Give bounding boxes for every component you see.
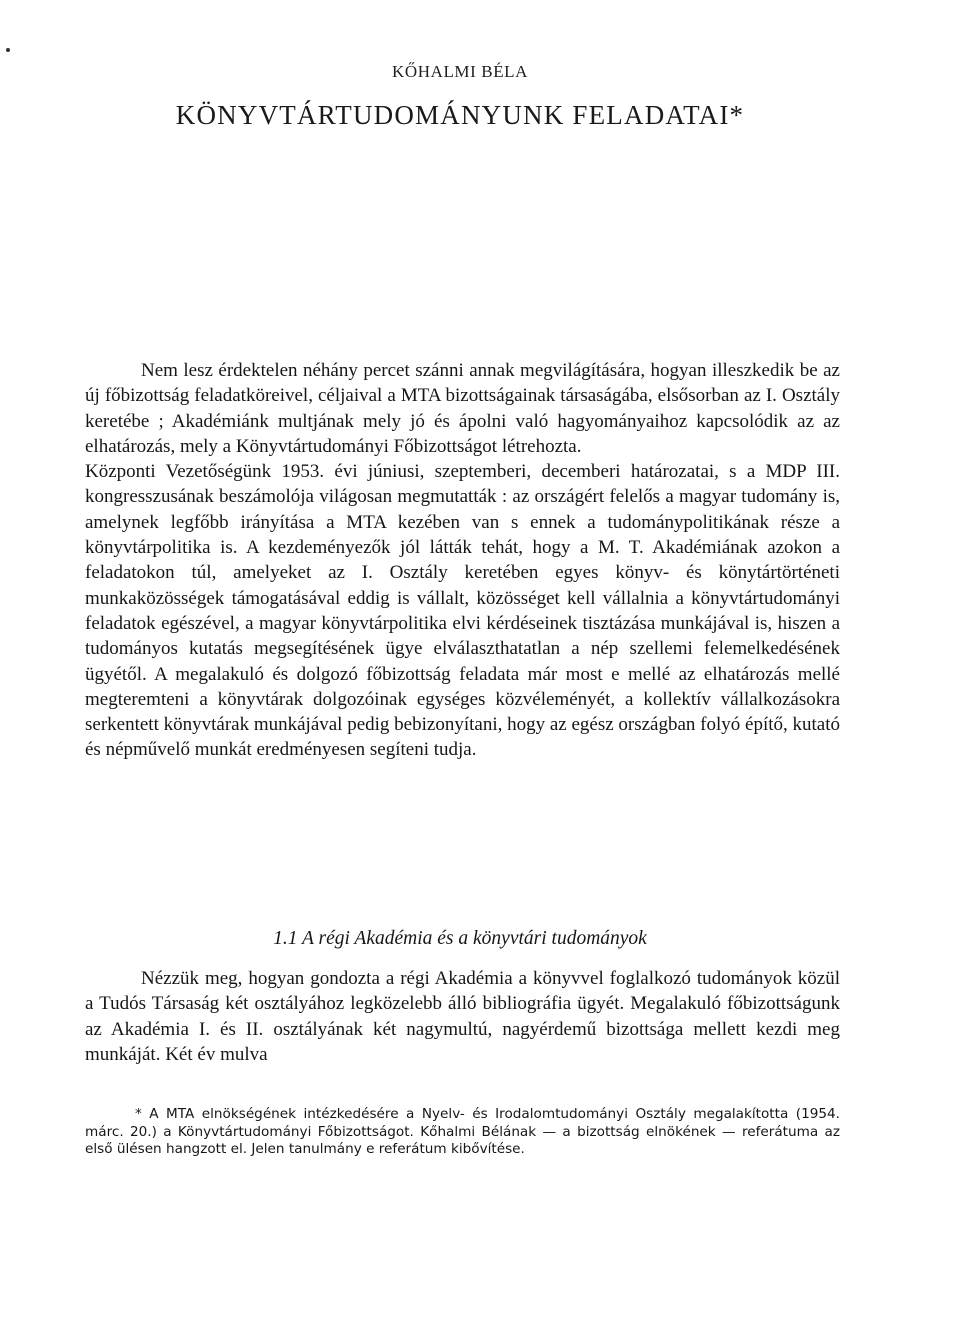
section-heading: 1.1 A régi Akadémia és a könyvtári tudományok xyxy=(273,928,647,949)
section-body xyxy=(85,966,840,1067)
article-title: KÖNYVTÁRTUDOMÁNYUNK FELADATAI* xyxy=(175,100,745,130)
scan-speck xyxy=(6,48,10,52)
body-paragraph-1: Nem lesz érdektelen néhány percet szánni annak megvilágítására, hogyan illeszkedik be az új főbizottság feladatköreivel, céljaival a MTA bizottságainak társaságába, elsősorban az I. Osztály keretébe ; Akadémiánk multjának mely jó és ápolni való hagyományaihoz kapcsolódik az az elhatározás, mely a Könyvtártudományi Főbizottságot létrehozta. xyxy=(85,360,840,457)
footnote xyxy=(85,1106,840,1159)
footnote-text: * A MTA elnökségének intézkedésére a Nyelv- és Irodalomtudományi Osztály megalakította (1954. márc. 20.) a Könyvtártudományi Főbizottságot. Kőhalmi Bélának — a bizottság elnökének — referátuma az első ülésen hangzott el. Jelen tanulmány e referátum kibővítése. xyxy=(85,1106,840,1157)
article-body xyxy=(85,358,840,763)
author-name: KŐHALMI BÉLA xyxy=(391,62,529,81)
body-paragraph-2: Központi Vezetőségünk 1953. évi júniusi, szeptemberi, decemberi határozatai, s a MDP III. kongresszusának beszámolója világosan megmutatták : az országért felelős a magyar tudomány is, amelynek legfőbb irányítása a MTA kezében van s ennek a tudománypolitikának része a könyvtárpolitika is. A kezdeményezők jól látták tehát, hogy a M. T. Akadémiának azokon a feladatokon túl, amelyeket az I. Osztály keretében egyes könyv- és könytártörténeti munkaközösségek támogatásával eddig is vállalt, közösséget kell vállalnia a könyvtártudományi feladatok egészével, a magyar könyvtárpolitika elvi kérdéseinek tisztázása munkájával is, hiszen a tudományos kutatás megsegítésének ügye elválaszthatatlan a nép szellemi felemelkedésének ügyétől. A megalakuló és dolgozó főbizottság feladata már most e mellé az elhatározás mellé megteremteni a könyvtárak dolgozóinak egységes közvéleményét, a kollektív vállalkozásokra serkentett könyvtárak munkájával pedig bebizonyítani, hogy az egész országban folyó építő, kutató és népművelő munkát eredményesen segíteni tudja. xyxy=(85,461,841,761)
section-paragraph-1: Nézzük meg, hogyan gondozta a régi Akadémia a könyvvel foglalkozó tudományok közül a Tudós Társaság két osztályához legközelebb álló bibliográfia ügyét. Megalakuló főbizottságunk az Akadémia I. és II. osztályának két nagymultú, nagyérdemű bizottsága mellett kezdi meg munkáját. Két év mulva xyxy=(85,968,840,1065)
